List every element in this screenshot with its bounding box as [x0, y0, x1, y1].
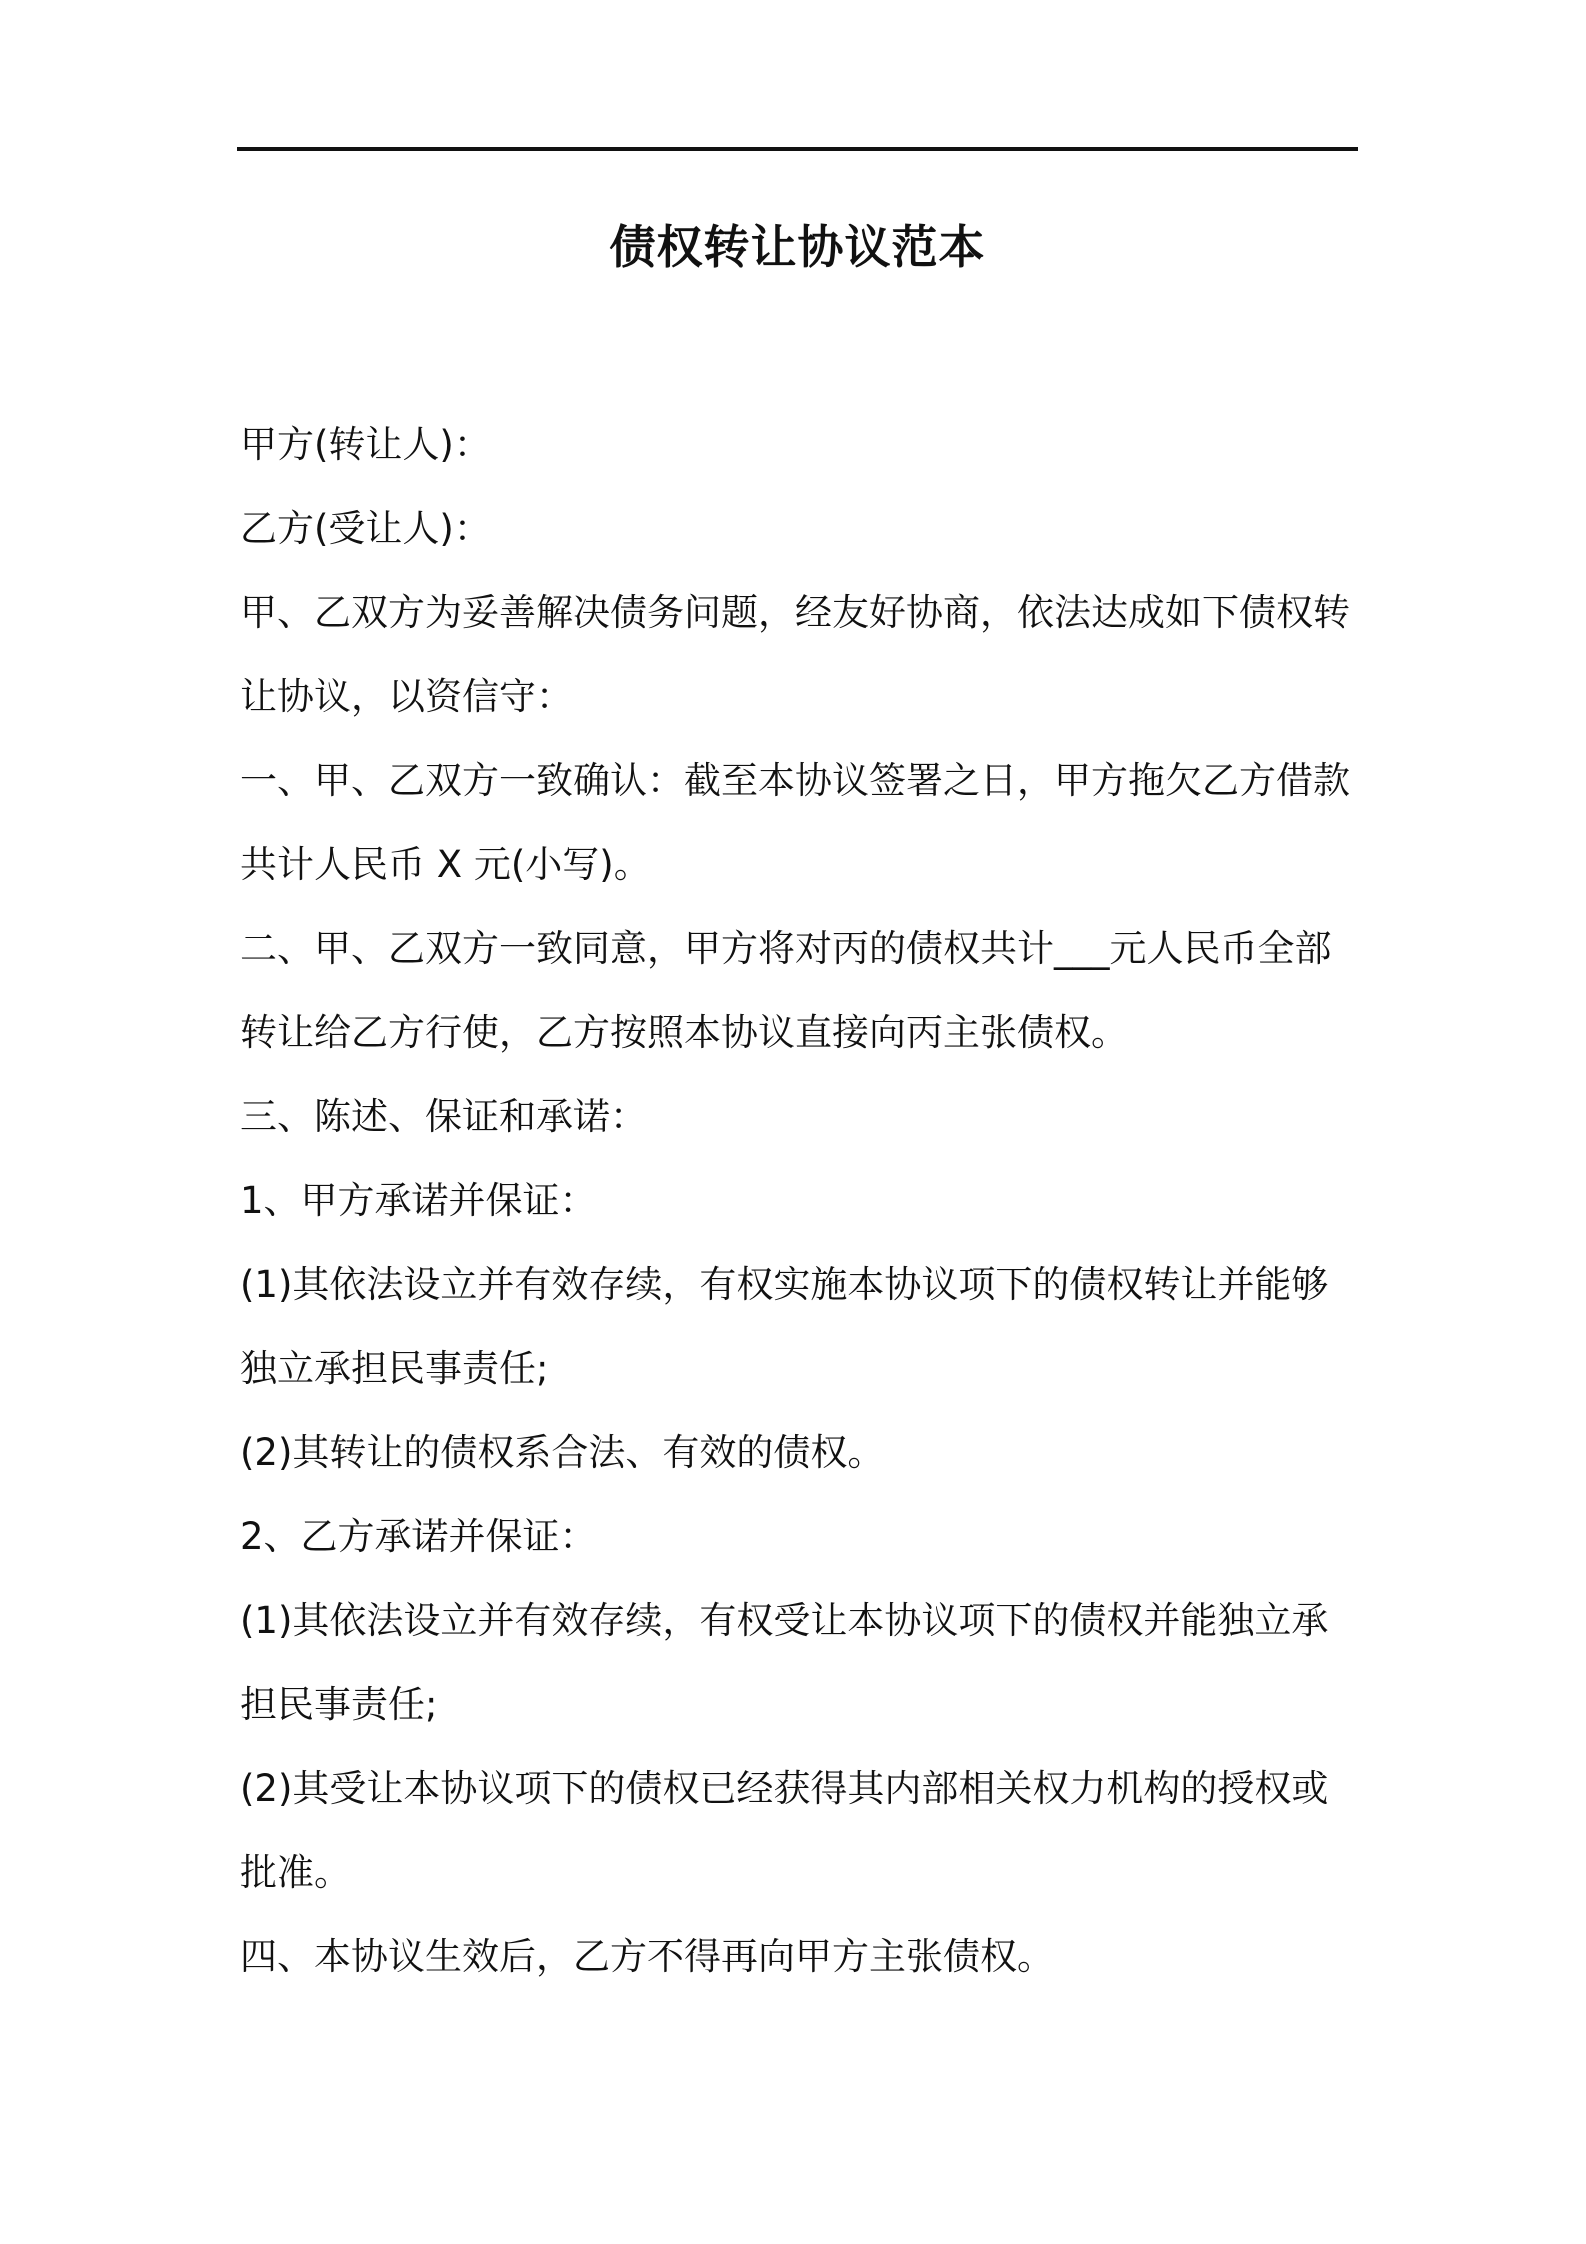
clause-3-2-item-2: (2)其受让本协议项下的债权已经获得其内部相关权力机构的授权或批准。 — [240, 1767, 1329, 1894]
header-rule — [237, 147, 1358, 151]
clause-3-heading: 三、陈述、保证和承诺： — [240, 1095, 647, 1138]
clause-3-1-item-2: (2)其转让的债权系合法、有效的债权。 — [240, 1431, 885, 1474]
clause-2-paragraph: 二、甲、乙双方一致同意，甲方将对丙的债权共计___元人民币全部转让给乙方行使，乙方按照本协议直接向丙主张债权。 — [240, 927, 1332, 1054]
party-a-line: 甲方(转让人)： — [240, 423, 491, 466]
clause-1-paragraph: 一、甲、乙双方一致确认：截至本协议签署之日，甲方拖欠乙方借款共计人民币 X 元(小写)。 — [240, 759, 1350, 886]
clause-3-2-item-1: (1)其依法设立并有效存续，有权受让本协议项下的债权并能独立承担民事责任; — [240, 1599, 1329, 1726]
clause-3-1-heading: 1、甲方承诺并保证： — [240, 1179, 597, 1222]
party-b-line: 乙方(受让人)： — [240, 507, 491, 550]
clause-3-2-heading: 2、乙方承诺并保证： — [240, 1515, 597, 1558]
clause-4-paragraph: 四、本协议生效后，乙方不得再向甲方主张债权。 — [240, 1935, 1054, 1978]
document-body — [240, 403, 1365, 1999]
preamble-paragraph: 甲、乙双方为妥善解决债务问题，经友好协商，依法达成如下债权转让协议，以资信守： — [240, 591, 1350, 718]
clause-3-1-item-1: (1)其依法设立并有效存续，有权实施本协议项下的债权转让并能够独立承担民事责任; — [240, 1263, 1329, 1390]
document-title: 债权转让协议范本 — [609, 220, 986, 274]
